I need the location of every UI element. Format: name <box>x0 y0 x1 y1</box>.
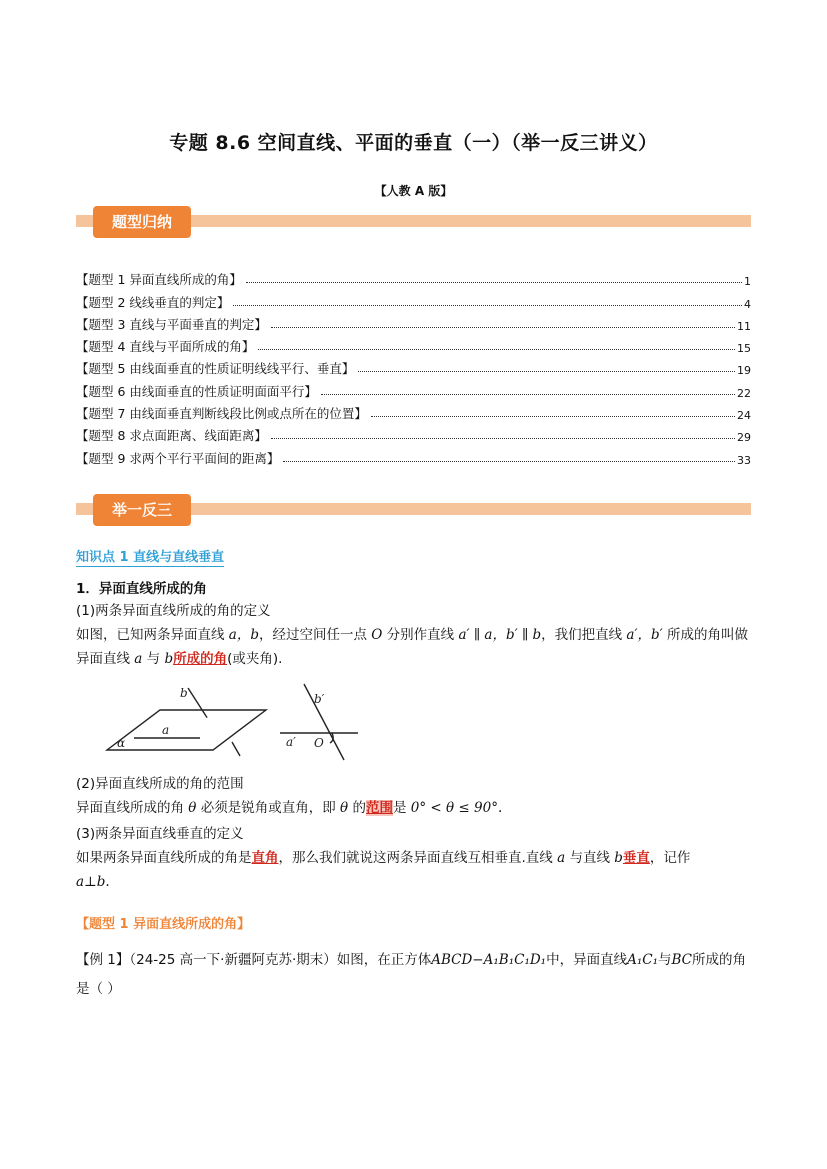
toc-page-number: 33 <box>737 453 751 467</box>
toc-item-label: 【题型 1 异面直线所成的角】 <box>76 272 242 288</box>
label-b-prime: b′ <box>314 692 325 706</box>
definition-paragraph: 如图，已知两条异面直线 a，b，经过空间任一点 O 分别作直线 a′ ∥ a，b′ ∥ b，我们把直线 a′，b′ 所成的角叫做异面直线 a 与 b所成的角(或夹角). <box>76 627 749 667</box>
section-tab-summary: 题型归纳 <box>93 206 191 238</box>
toc-leader <box>283 461 735 462</box>
toc-item[interactable] <box>76 400 751 422</box>
range-heading: (2)异面直线所成的角的范围 <box>76 776 244 792</box>
label-a: a <box>162 723 170 737</box>
toc-item-label: 【题型 3 直线与平面垂直的判定】 <box>76 316 267 332</box>
section-tab-examples: 举一反三 <box>93 494 191 526</box>
toc-item[interactable] <box>76 266 751 288</box>
toc-item[interactable] <box>76 422 751 444</box>
skew-lines-figure <box>100 680 365 770</box>
example-1: 【例 1】（24-25 高一下·新疆阿克苏·期末）如图，在正方体ABCD−A₁B₁C₁D₁中，异面直线A₁C₁与BC所成的角是（ ） <box>76 952 747 997</box>
label-b: b <box>180 686 188 700</box>
toc-page-number: 1 <box>744 275 751 289</box>
edition-label: 【人教 A 版】 <box>374 184 453 198</box>
toc-leader <box>246 282 742 283</box>
line-b-lower <box>232 742 240 756</box>
subsection-heading: 1．异面直线所成的角 <box>76 581 207 597</box>
knowledge-point-heading: 知识点 1 直线与直线垂直 <box>76 546 224 567</box>
toc-item-label: 【题型 7 由线面垂直判断线段比例或点所在的位置】 <box>76 406 367 422</box>
question-type-heading: 【题型 1 异面直线所成的角】 <box>76 917 251 932</box>
toc-leader <box>371 416 735 417</box>
line-b-upper <box>188 688 206 716</box>
toc-item-label: 【题型 2 线线垂直的判定】 <box>76 294 230 310</box>
toc-item[interactable] <box>76 355 751 377</box>
toc-item-label: 【题型 6 由线面垂直的性质证明面面平行】 <box>76 383 317 399</box>
toc-leader <box>321 394 735 395</box>
perpendicular-paragraph: 如果两条异面直线所成的角是直角，那么我们就说这两条异面直线互相垂直.直线 a 与直线 b垂直，记作 a⊥b. <box>76 850 691 890</box>
label-alpha: α <box>117 736 126 750</box>
table-of-contents <box>76 266 751 467</box>
toc-leader <box>271 327 735 328</box>
highlight-term: 垂直 <box>622 850 650 866</box>
toc-leader <box>258 349 735 350</box>
toc-item-label: 【题型 4 直线与平面所成的角】 <box>76 339 255 355</box>
toc-item[interactable] <box>76 288 751 310</box>
definition-heading: (1)两条异面直线所成的角的定义 <box>76 603 271 619</box>
toc-leader <box>271 438 735 439</box>
highlight-term: 直角 <box>251 850 279 866</box>
toc-page-number: 29 <box>737 431 751 445</box>
line-b-hidden <box>206 716 208 719</box>
highlight-term: 范围 <box>365 800 393 816</box>
perpendicular-heading: (3)两条异面直线垂直的定义 <box>76 826 244 842</box>
toc-leader <box>233 305 742 306</box>
toc-item[interactable] <box>76 377 751 399</box>
toc-page-number: 11 <box>737 319 751 333</box>
range-paragraph: 异面直线所成的角 θ 必须是锐角或直角，即 θ 的范围是 0° < θ ≤ 90°. <box>76 800 503 816</box>
label-a-prime: a′ <box>286 735 296 749</box>
toc-leader <box>358 371 735 372</box>
toc-page-number: 15 <box>737 342 751 356</box>
toc-page-number: 4 <box>744 297 751 311</box>
plane-alpha <box>107 710 266 750</box>
toc-item-label: 【题型 5 由线面垂直的性质证明线线平行、垂直】 <box>76 361 355 377</box>
toc-page-number: 24 <box>737 409 751 423</box>
highlight-term: 所成的角 <box>173 651 228 667</box>
toc-item[interactable] <box>76 311 751 333</box>
toc-item[interactable] <box>76 444 751 466</box>
toc-item-label: 【题型 9 求两个平行平面间的距离】 <box>76 450 280 466</box>
toc-item[interactable] <box>76 333 751 355</box>
toc-page-number: 22 <box>737 386 751 400</box>
page-title: 专题 8.6 空间直线、平面的垂直（一）（举一反三讲义） <box>169 132 658 154</box>
label-O: O <box>314 736 324 750</box>
toc-page-number: 19 <box>737 364 751 378</box>
toc-item-label: 【题型 8 求点面距离、线面距离】 <box>76 428 267 444</box>
